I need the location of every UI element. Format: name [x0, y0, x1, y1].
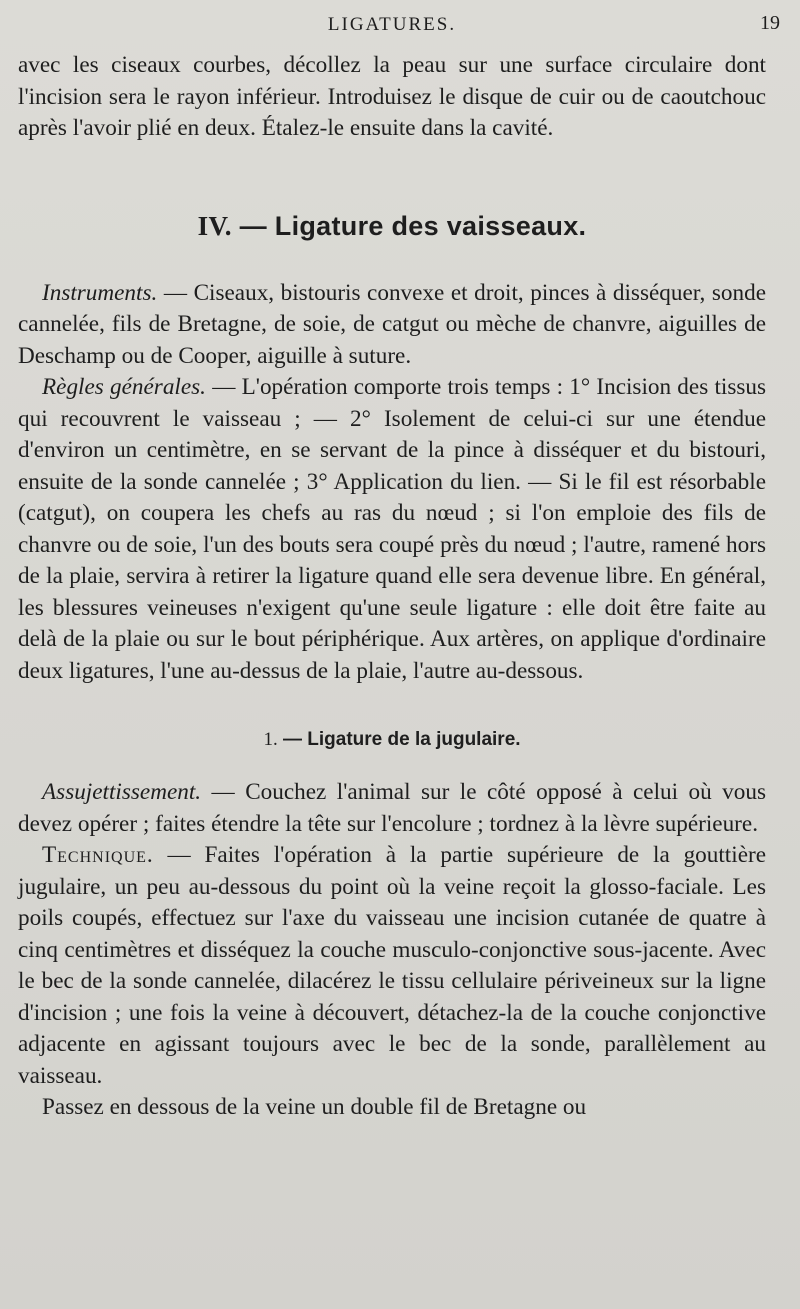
subsection-heading [18, 729, 766, 751]
section-title: Ligature des vaisseaux. [274, 210, 587, 241]
page-number: 19 [760, 12, 780, 34]
assujettissement-lead: Assujettissement. [42, 779, 202, 805]
assujettissement-text: — Couchez l'animal sur le côté opposé à celui où vous devez opérer ; faites étendre la tête sur l'encolure ; tordnez à la lèvre supérieure. [18, 779, 766, 837]
section-heading [18, 211, 766, 242]
assujettissement-paragraph [18, 777, 766, 840]
subsection-dash: — [282, 729, 302, 750]
regles-paragraph [18, 372, 766, 687]
instruments-paragraph [18, 278, 766, 373]
subsection-title: Ligature de la jugulaire. [307, 729, 521, 750]
running-title: LIGATURES. [327, 14, 457, 35]
running-header [18, 0, 780, 50]
technique-paragraph [18, 840, 766, 1092]
regles-text: — L'opération comporte trois temps : 1° Incision des tissus qui recouvrent le vaisseau ; — 2° Isolement de celui-ci sur une étendue d'environ un centimètre, en se servant de la pince à disséquer et du bistouri, ensuite de la sonde cannelée ; 3° Application du lien. — Si le fil est résorbable (catgut), on coupera les chefs au ras du nœud ; si l'on emploie des fils de chanvre ou de soie, l'un des bouts sera coupé près du nœud ; l'autre, ramené hors de la plaie, servira à retirer la ligature quand elle sera devenue libre. En général, les blessures veineuses n'exigent qu'une seule ligature : elle doit être faite au delà de la plaie ou sur le bout périphérique. Aux artères, on applique d'ordinaire deux ligatures, l'une au-dessus de la plaie, l'autre au-dessous. [18, 374, 766, 684]
section-dash: — [239, 210, 267, 241]
technique-lead: Technique. [42, 842, 154, 868]
technique-text: — Faites l'opération à la partie supérieure de la gouttière jugulaire, un peu au-dessous du point où la veine reçoit la glosso-faciale. Les poils coupés, effectuez sur l'axe du vaisseau une incision cutanée de quatre à cinq centimètres et disséquez la couche musculo-conjonctive sous-jacente. Avec le bec de la sonde cannelée, dilacérez le tissu cellulaire périveineux sur la ligne d'incision ; une fois la veine à découvert, détachez-la de la couche conjonctive adjacente en agissant toujours avec le bec de la sonde, parallèlement au vaisseau. [18, 842, 766, 1089]
last-line-paragraph: Passez en dessous de la veine un double fil de Bretagne ou [42, 1094, 587, 1120]
instruments-lead: Instruments. [42, 279, 158, 306]
regles-lead: Règles générales. [42, 374, 206, 400]
intro-paragraph: avec les ciseaux courbes, décollez la peau sur une surface circulaire dont l'incision sera le rayon inférieur. Introduisez le disque de cuir ou de caoutchouc après l'avoir plié en deux. Étalez-le ensuite dans la cavité. [18, 52, 766, 141]
section-number: IV. [197, 210, 232, 241]
instruments-text: — Ciseaux, bistouris convexe et droit, pinces à disséquer, sonde cannelée, fils de Bretagne, de soie, de catgut ou mèche de chanvre, aiguilles de Deschamp ou de Cooper, aiguille à suture. [18, 279, 766, 369]
subsection-number: 1. [263, 729, 278, 750]
